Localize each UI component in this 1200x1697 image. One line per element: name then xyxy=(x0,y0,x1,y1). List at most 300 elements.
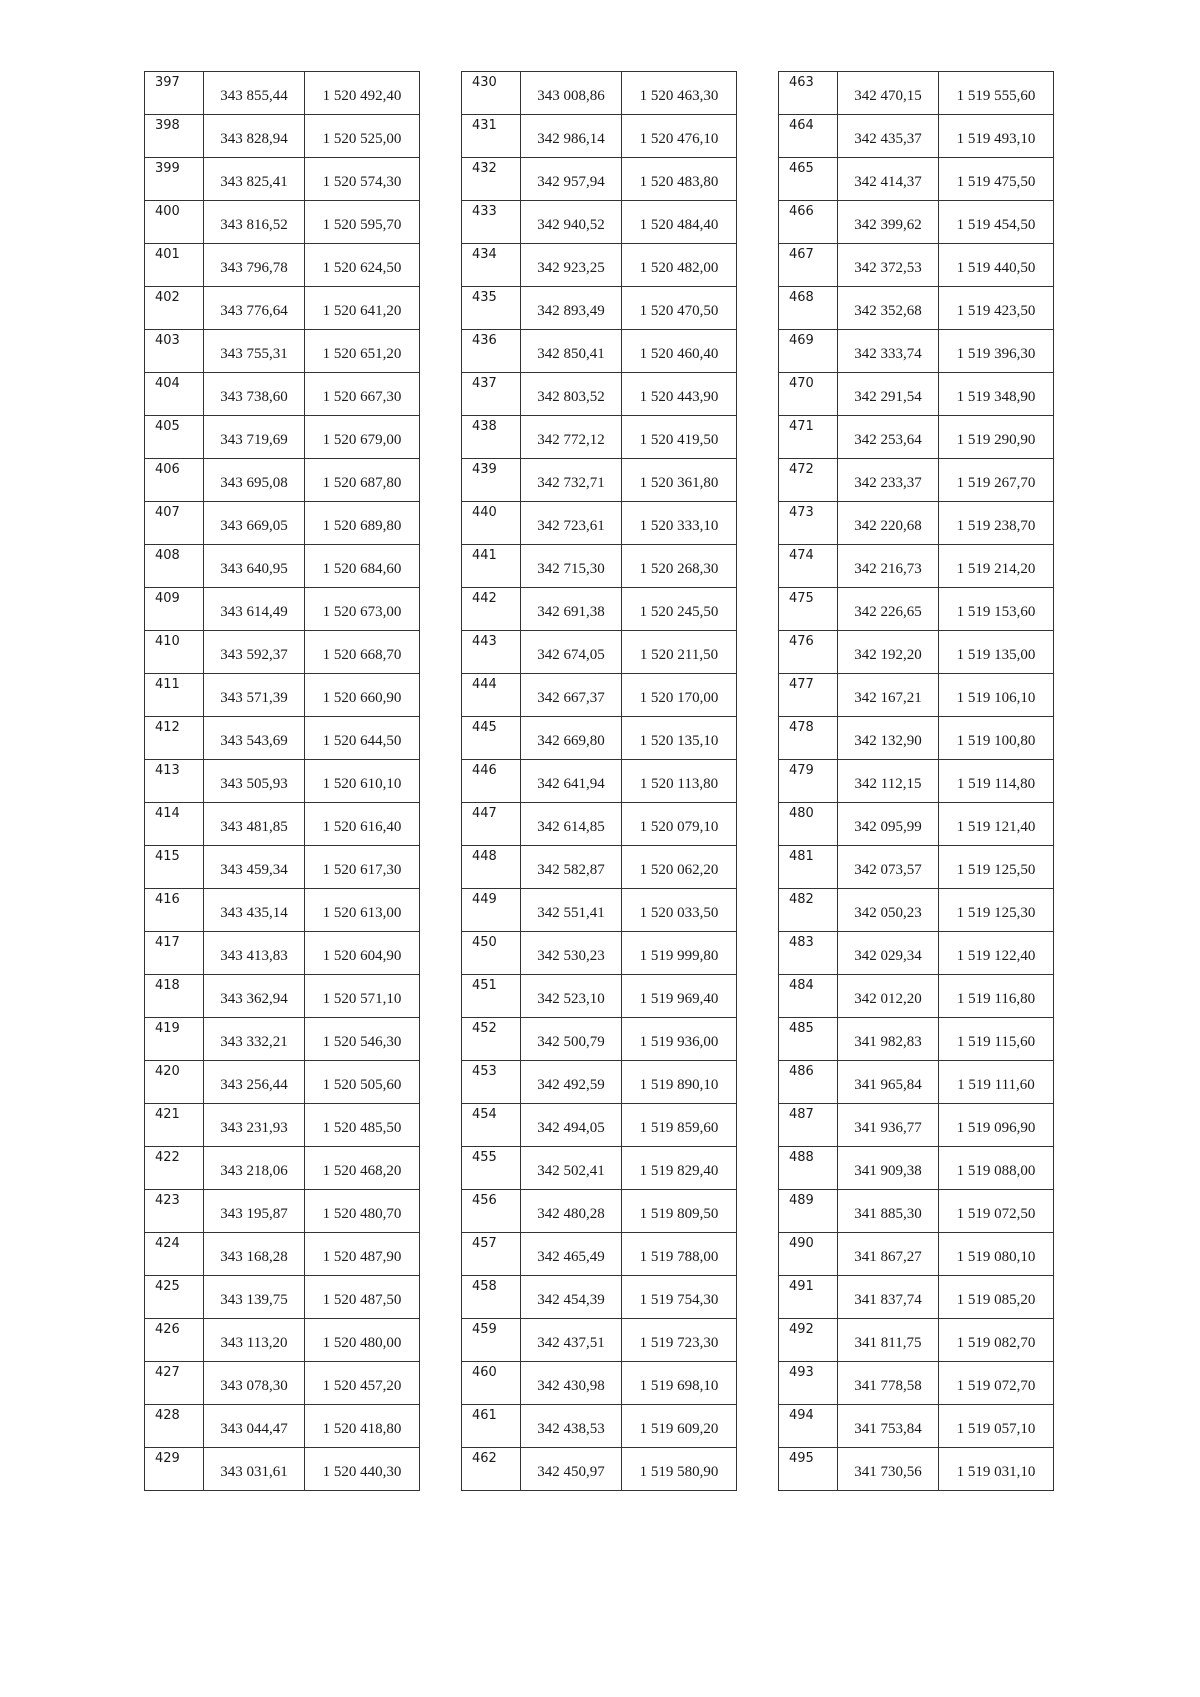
point-number-cell: 408 xyxy=(145,545,204,588)
x-coordinate-cell: 342 112,15 xyxy=(838,760,939,803)
y-coordinate-cell: 1 519 723,30 xyxy=(622,1319,737,1362)
point-number-cell: 428 xyxy=(145,1405,204,1448)
table-row xyxy=(462,1448,737,1491)
y-coordinate-cell: 1 520 651,20 xyxy=(305,330,420,373)
y-coordinate-cell: 1 519 999,80 xyxy=(622,932,737,975)
point-number-cell: 453 xyxy=(462,1061,521,1104)
point-number-cell: 455 xyxy=(462,1147,521,1190)
point-number-cell: 459 xyxy=(462,1319,521,1362)
table-row xyxy=(145,1147,420,1190)
y-coordinate-cell: 1 519 348,90 xyxy=(939,373,1054,416)
point-number-cell: 417 xyxy=(145,932,204,975)
table-row xyxy=(462,1405,737,1448)
table-row xyxy=(145,158,420,201)
y-coordinate-cell: 1 520 546,30 xyxy=(305,1018,420,1061)
y-coordinate-cell: 1 519 493,10 xyxy=(939,115,1054,158)
x-coordinate-cell: 342 399,62 xyxy=(838,201,939,244)
y-coordinate-cell: 1 519 100,80 xyxy=(939,717,1054,760)
x-coordinate-cell: 343 571,39 xyxy=(204,674,305,717)
x-coordinate-cell: 342 803,52 xyxy=(521,373,622,416)
table-row xyxy=(462,502,737,545)
point-number-cell: 406 xyxy=(145,459,204,502)
table-row xyxy=(462,244,737,287)
y-coordinate-cell: 1 520 484,40 xyxy=(622,201,737,244)
table-row xyxy=(145,330,420,373)
x-coordinate-cell: 342 551,41 xyxy=(521,889,622,932)
point-number-cell: 443 xyxy=(462,631,521,674)
table-row xyxy=(145,1362,420,1405)
point-number-cell: 445 xyxy=(462,717,521,760)
table-row xyxy=(779,72,1054,115)
x-coordinate-cell: 342 715,30 xyxy=(521,545,622,588)
x-coordinate-cell: 342 438,53 xyxy=(521,1405,622,1448)
point-number-cell: 486 xyxy=(779,1061,838,1104)
table-row xyxy=(462,373,737,416)
y-coordinate-cell: 1 519 121,40 xyxy=(939,803,1054,846)
x-coordinate-cell: 342 414,37 xyxy=(838,158,939,201)
table-row xyxy=(145,201,420,244)
point-number-cell: 426 xyxy=(145,1319,204,1362)
point-number-cell: 468 xyxy=(779,287,838,330)
table-row xyxy=(779,1104,1054,1147)
point-number-cell: 476 xyxy=(779,631,838,674)
y-coordinate-cell: 1 519 116,80 xyxy=(939,975,1054,1018)
y-coordinate-cell: 1 519 969,40 xyxy=(622,975,737,1018)
y-coordinate-cell: 1 520 644,50 xyxy=(305,717,420,760)
point-number-cell: 473 xyxy=(779,502,838,545)
table-row xyxy=(779,674,1054,717)
x-coordinate-cell: 343 796,78 xyxy=(204,244,305,287)
x-coordinate-cell: 341 909,38 xyxy=(838,1147,939,1190)
y-coordinate-cell: 1 519 082,70 xyxy=(939,1319,1054,1362)
point-number-cell: 435 xyxy=(462,287,521,330)
y-coordinate-cell: 1 520 525,00 xyxy=(305,115,420,158)
y-coordinate-cell: 1 520 673,00 xyxy=(305,588,420,631)
y-coordinate-cell: 1 520 361,80 xyxy=(622,459,737,502)
point-number-cell: 414 xyxy=(145,803,204,846)
x-coordinate-cell: 342 454,39 xyxy=(521,1276,622,1319)
x-coordinate-cell: 343 825,41 xyxy=(204,158,305,201)
table-row xyxy=(462,545,737,588)
x-coordinate-cell: 342 691,38 xyxy=(521,588,622,631)
point-number-cell: 480 xyxy=(779,803,838,846)
x-coordinate-cell: 343 078,30 xyxy=(204,1362,305,1405)
point-number-cell: 436 xyxy=(462,330,521,373)
table-row xyxy=(462,201,737,244)
x-coordinate-cell: 342 669,80 xyxy=(521,717,622,760)
table-row xyxy=(462,588,737,631)
x-coordinate-cell: 341 778,58 xyxy=(838,1362,939,1405)
x-coordinate-cell: 342 923,25 xyxy=(521,244,622,287)
x-coordinate-cell: 342 723,61 xyxy=(521,502,622,545)
y-coordinate-cell: 1 519 396,30 xyxy=(939,330,1054,373)
y-coordinate-cell: 1 520 268,30 xyxy=(622,545,737,588)
table-row xyxy=(145,459,420,502)
point-number-cell: 450 xyxy=(462,932,521,975)
x-coordinate-cell: 342 470,15 xyxy=(838,72,939,115)
y-coordinate-cell: 1 520 457,20 xyxy=(305,1362,420,1405)
table-row xyxy=(145,1233,420,1276)
x-coordinate-cell: 342 216,73 xyxy=(838,545,939,588)
table-row xyxy=(779,1362,1054,1405)
y-coordinate-cell: 1 519 115,60 xyxy=(939,1018,1054,1061)
x-coordinate-cell: 342 352,68 xyxy=(838,287,939,330)
point-number-cell: 423 xyxy=(145,1190,204,1233)
point-number-cell: 489 xyxy=(779,1190,838,1233)
table-row xyxy=(145,631,420,674)
x-coordinate-cell: 343 592,37 xyxy=(204,631,305,674)
x-coordinate-cell: 342 492,59 xyxy=(521,1061,622,1104)
y-coordinate-cell: 1 519 555,60 xyxy=(939,72,1054,115)
point-number-cell: 411 xyxy=(145,674,204,717)
point-number-cell: 464 xyxy=(779,115,838,158)
x-coordinate-cell: 342 253,64 xyxy=(838,416,939,459)
table-row xyxy=(779,1276,1054,1319)
x-coordinate-cell: 343 195,87 xyxy=(204,1190,305,1233)
x-coordinate-cell: 343 505,93 xyxy=(204,760,305,803)
x-coordinate-cell: 342 192,20 xyxy=(838,631,939,674)
table-row xyxy=(145,588,420,631)
point-number-cell: 479 xyxy=(779,760,838,803)
point-number-cell: 403 xyxy=(145,330,204,373)
point-number-cell: 466 xyxy=(779,201,838,244)
x-coordinate-cell: 343 614,49 xyxy=(204,588,305,631)
table-row xyxy=(779,373,1054,416)
y-coordinate-cell: 1 519 214,20 xyxy=(939,545,1054,588)
y-coordinate-cell: 1 519 125,30 xyxy=(939,889,1054,932)
table-row xyxy=(145,416,420,459)
point-number-cell: 467 xyxy=(779,244,838,287)
table-row xyxy=(462,717,737,760)
point-number-cell: 477 xyxy=(779,674,838,717)
table-row xyxy=(779,115,1054,158)
y-coordinate-cell: 1 520 624,50 xyxy=(305,244,420,287)
y-coordinate-cell: 1 519 440,50 xyxy=(939,244,1054,287)
table-row xyxy=(145,1319,420,1362)
table-row xyxy=(462,631,737,674)
point-number-cell: 438 xyxy=(462,416,521,459)
y-coordinate-cell: 1 520 684,60 xyxy=(305,545,420,588)
point-number-cell: 463 xyxy=(779,72,838,115)
x-coordinate-cell: 341 965,84 xyxy=(838,1061,939,1104)
table-row xyxy=(779,631,1054,674)
y-coordinate-cell: 1 519 754,30 xyxy=(622,1276,737,1319)
x-coordinate-cell: 342 940,52 xyxy=(521,201,622,244)
x-coordinate-cell: 343 113,20 xyxy=(204,1319,305,1362)
y-coordinate-cell: 1 519 454,50 xyxy=(939,201,1054,244)
point-number-cell: 454 xyxy=(462,1104,521,1147)
point-number-cell: 483 xyxy=(779,932,838,975)
y-coordinate-cell: 1 520 604,90 xyxy=(305,932,420,975)
table-row xyxy=(145,803,420,846)
y-coordinate-cell: 1 519 788,00 xyxy=(622,1233,737,1276)
x-coordinate-cell: 342 333,74 xyxy=(838,330,939,373)
y-coordinate-cell: 1 520 418,80 xyxy=(305,1405,420,1448)
x-coordinate-cell: 343 413,83 xyxy=(204,932,305,975)
y-coordinate-cell: 1 519 080,10 xyxy=(939,1233,1054,1276)
point-number-cell: 493 xyxy=(779,1362,838,1405)
y-coordinate-cell: 1 520 333,10 xyxy=(622,502,737,545)
y-coordinate-cell: 1 520 245,50 xyxy=(622,588,737,631)
table-row xyxy=(145,244,420,287)
table-row xyxy=(779,1233,1054,1276)
x-coordinate-cell: 342 582,87 xyxy=(521,846,622,889)
y-coordinate-cell: 1 519 580,90 xyxy=(622,1448,737,1491)
point-number-cell: 416 xyxy=(145,889,204,932)
table-row xyxy=(462,459,737,502)
point-number-cell: 469 xyxy=(779,330,838,373)
x-coordinate-cell: 343 031,61 xyxy=(204,1448,305,1491)
x-coordinate-cell: 342 435,37 xyxy=(838,115,939,158)
table-row xyxy=(462,158,737,201)
y-coordinate-cell: 1 519 088,00 xyxy=(939,1147,1054,1190)
table-row xyxy=(145,545,420,588)
x-coordinate-cell: 342 095,99 xyxy=(838,803,939,846)
table-row xyxy=(462,72,737,115)
table-row xyxy=(462,330,737,373)
table-row xyxy=(779,889,1054,932)
point-number-cell: 431 xyxy=(462,115,521,158)
table-row xyxy=(779,1448,1054,1491)
point-number-cell: 405 xyxy=(145,416,204,459)
x-coordinate-cell: 343 362,94 xyxy=(204,975,305,1018)
point-number-cell: 407 xyxy=(145,502,204,545)
point-number-cell: 418 xyxy=(145,975,204,1018)
table-row xyxy=(779,545,1054,588)
point-number-cell: 462 xyxy=(462,1448,521,1491)
x-coordinate-cell: 343 669,05 xyxy=(204,502,305,545)
y-coordinate-cell: 1 519 290,90 xyxy=(939,416,1054,459)
table-row xyxy=(145,115,420,158)
table-row xyxy=(145,1018,420,1061)
point-number-cell: 437 xyxy=(462,373,521,416)
point-number-cell: 398 xyxy=(145,115,204,158)
point-number-cell: 447 xyxy=(462,803,521,846)
x-coordinate-cell: 341 730,56 xyxy=(838,1448,939,1491)
point-number-cell: 400 xyxy=(145,201,204,244)
x-coordinate-cell: 343 776,64 xyxy=(204,287,305,330)
x-coordinate-cell: 342 226,65 xyxy=(838,588,939,631)
point-number-cell: 448 xyxy=(462,846,521,889)
y-coordinate-cell: 1 519 114,80 xyxy=(939,760,1054,803)
y-coordinate-cell: 1 519 809,50 xyxy=(622,1190,737,1233)
x-coordinate-cell: 342 029,34 xyxy=(838,932,939,975)
table-row xyxy=(779,201,1054,244)
y-coordinate-cell: 1 520 641,20 xyxy=(305,287,420,330)
y-coordinate-cell: 1 520 668,70 xyxy=(305,631,420,674)
x-coordinate-cell: 343 828,94 xyxy=(204,115,305,158)
y-coordinate-cell: 1 520 460,40 xyxy=(622,330,737,373)
y-coordinate-cell: 1 520 113,80 xyxy=(622,760,737,803)
point-number-cell: 446 xyxy=(462,760,521,803)
y-coordinate-cell: 1 519 106,10 xyxy=(939,674,1054,717)
table-row xyxy=(779,287,1054,330)
x-coordinate-cell: 342 523,10 xyxy=(521,975,622,1018)
y-coordinate-cell: 1 519 072,50 xyxy=(939,1190,1054,1233)
y-coordinate-cell: 1 520 476,10 xyxy=(622,115,737,158)
table-row xyxy=(779,244,1054,287)
x-coordinate-cell: 342 500,79 xyxy=(521,1018,622,1061)
table-row xyxy=(145,1104,420,1147)
y-coordinate-cell: 1 519 122,40 xyxy=(939,932,1054,975)
x-coordinate-cell: 343 855,44 xyxy=(204,72,305,115)
table-row xyxy=(779,1405,1054,1448)
y-coordinate-cell: 1 520 170,00 xyxy=(622,674,737,717)
y-coordinate-cell: 1 520 463,30 xyxy=(622,72,737,115)
point-number-cell: 399 xyxy=(145,158,204,201)
x-coordinate-cell: 341 885,30 xyxy=(838,1190,939,1233)
table-row xyxy=(145,889,420,932)
x-coordinate-cell: 343 332,21 xyxy=(204,1018,305,1061)
table-row xyxy=(145,373,420,416)
point-number-cell: 470 xyxy=(779,373,838,416)
table-row xyxy=(779,1190,1054,1233)
y-coordinate-cell: 1 520 135,10 xyxy=(622,717,737,760)
table-row xyxy=(779,1018,1054,1061)
y-coordinate-cell: 1 520 419,50 xyxy=(622,416,737,459)
coordinate-table-3 xyxy=(778,71,1054,1491)
table-row xyxy=(462,760,737,803)
y-coordinate-cell: 1 520 487,90 xyxy=(305,1233,420,1276)
x-coordinate-cell: 343 816,52 xyxy=(204,201,305,244)
y-coordinate-cell: 1 519 238,70 xyxy=(939,502,1054,545)
y-coordinate-cell: 1 519 153,60 xyxy=(939,588,1054,631)
y-coordinate-cell: 1 519 859,60 xyxy=(622,1104,737,1147)
x-coordinate-cell: 343 481,85 xyxy=(204,803,305,846)
table-row xyxy=(145,674,420,717)
x-coordinate-cell: 343 008,86 xyxy=(521,72,622,115)
y-coordinate-cell: 1 520 687,80 xyxy=(305,459,420,502)
y-coordinate-cell: 1 519 111,60 xyxy=(939,1061,1054,1104)
x-coordinate-cell: 342 530,23 xyxy=(521,932,622,975)
y-coordinate-cell: 1 519 125,50 xyxy=(939,846,1054,889)
table-row xyxy=(145,1061,420,1104)
x-coordinate-cell: 342 220,68 xyxy=(838,502,939,545)
table-row xyxy=(779,502,1054,545)
point-number-cell: 421 xyxy=(145,1104,204,1147)
point-number-cell: 429 xyxy=(145,1448,204,1491)
point-number-cell: 491 xyxy=(779,1276,838,1319)
table-row xyxy=(462,889,737,932)
table-row xyxy=(462,1276,737,1319)
point-number-cell: 425 xyxy=(145,1276,204,1319)
y-coordinate-cell: 1 520 470,50 xyxy=(622,287,737,330)
x-coordinate-cell: 343 719,69 xyxy=(204,416,305,459)
point-number-cell: 441 xyxy=(462,545,521,588)
y-coordinate-cell: 1 519 085,20 xyxy=(939,1276,1054,1319)
point-number-cell: 465 xyxy=(779,158,838,201)
point-number-cell: 427 xyxy=(145,1362,204,1405)
x-coordinate-cell: 342 772,12 xyxy=(521,416,622,459)
x-coordinate-cell: 341 982,83 xyxy=(838,1018,939,1061)
point-number-cell: 433 xyxy=(462,201,521,244)
table-row xyxy=(462,846,737,889)
table-row xyxy=(779,1061,1054,1104)
point-number-cell: 492 xyxy=(779,1319,838,1362)
point-number-cell: 481 xyxy=(779,846,838,889)
x-coordinate-cell: 343 435,14 xyxy=(204,889,305,932)
y-coordinate-cell: 1 520 617,30 xyxy=(305,846,420,889)
x-coordinate-cell: 342 893,49 xyxy=(521,287,622,330)
x-coordinate-cell: 343 459,34 xyxy=(204,846,305,889)
x-coordinate-cell: 341 936,77 xyxy=(838,1104,939,1147)
point-number-cell: 412 xyxy=(145,717,204,760)
table-row xyxy=(462,1061,737,1104)
y-coordinate-cell: 1 520 485,50 xyxy=(305,1104,420,1147)
point-number-cell: 413 xyxy=(145,760,204,803)
point-number-cell: 458 xyxy=(462,1276,521,1319)
point-number-cell: 424 xyxy=(145,1233,204,1276)
x-coordinate-cell: 342 450,97 xyxy=(521,1448,622,1491)
point-number-cell: 401 xyxy=(145,244,204,287)
point-number-cell: 440 xyxy=(462,502,521,545)
x-coordinate-cell: 343 218,06 xyxy=(204,1147,305,1190)
x-coordinate-cell: 342 494,05 xyxy=(521,1104,622,1147)
coordinate-table-2 xyxy=(461,71,737,1491)
y-coordinate-cell: 1 520 505,60 xyxy=(305,1061,420,1104)
point-number-cell: 397 xyxy=(145,72,204,115)
x-coordinate-cell: 342 667,37 xyxy=(521,674,622,717)
table-row xyxy=(462,674,737,717)
y-coordinate-cell: 1 520 667,30 xyxy=(305,373,420,416)
point-number-cell: 461 xyxy=(462,1405,521,1448)
y-coordinate-cell: 1 520 443,90 xyxy=(622,373,737,416)
x-coordinate-cell: 343 168,28 xyxy=(204,1233,305,1276)
x-coordinate-cell: 343 044,47 xyxy=(204,1405,305,1448)
y-coordinate-cell: 1 520 480,70 xyxy=(305,1190,420,1233)
x-coordinate-cell: 342 437,51 xyxy=(521,1319,622,1362)
table-row xyxy=(462,115,737,158)
x-coordinate-cell: 342 073,57 xyxy=(838,846,939,889)
x-coordinate-cell: 342 641,94 xyxy=(521,760,622,803)
point-number-cell: 457 xyxy=(462,1233,521,1276)
y-coordinate-cell: 1 520 689,80 xyxy=(305,502,420,545)
table-row xyxy=(462,1319,737,1362)
x-coordinate-cell: 341 811,75 xyxy=(838,1319,939,1362)
y-coordinate-cell: 1 520 468,20 xyxy=(305,1147,420,1190)
y-coordinate-cell: 1 519 936,00 xyxy=(622,1018,737,1061)
x-coordinate-cell: 341 753,84 xyxy=(838,1405,939,1448)
y-coordinate-cell: 1 519 609,20 xyxy=(622,1405,737,1448)
x-coordinate-cell: 343 543,69 xyxy=(204,717,305,760)
x-coordinate-cell: 342 291,54 xyxy=(838,373,939,416)
y-coordinate-cell: 1 520 480,00 xyxy=(305,1319,420,1362)
y-coordinate-cell: 1 520 679,00 xyxy=(305,416,420,459)
point-number-cell: 422 xyxy=(145,1147,204,1190)
table-row xyxy=(779,459,1054,502)
table-row xyxy=(462,803,737,846)
point-number-cell: 432 xyxy=(462,158,521,201)
point-number-cell: 460 xyxy=(462,1362,521,1405)
y-coordinate-cell: 1 519 096,90 xyxy=(939,1104,1054,1147)
x-coordinate-cell: 341 837,74 xyxy=(838,1276,939,1319)
x-coordinate-cell: 342 674,05 xyxy=(521,631,622,674)
y-coordinate-cell: 1 520 487,50 xyxy=(305,1276,420,1319)
x-coordinate-cell: 343 755,31 xyxy=(204,330,305,373)
table-row xyxy=(779,1319,1054,1362)
table-row xyxy=(779,330,1054,373)
x-coordinate-cell: 342 012,20 xyxy=(838,975,939,1018)
table-row xyxy=(145,72,420,115)
point-number-cell: 456 xyxy=(462,1190,521,1233)
point-number-cell: 410 xyxy=(145,631,204,674)
point-number-cell: 419 xyxy=(145,1018,204,1061)
table-row xyxy=(462,975,737,1018)
point-number-cell: 487 xyxy=(779,1104,838,1147)
point-number-cell: 475 xyxy=(779,588,838,631)
y-coordinate-cell: 1 520 079,10 xyxy=(622,803,737,846)
y-coordinate-cell: 1 520 440,30 xyxy=(305,1448,420,1491)
